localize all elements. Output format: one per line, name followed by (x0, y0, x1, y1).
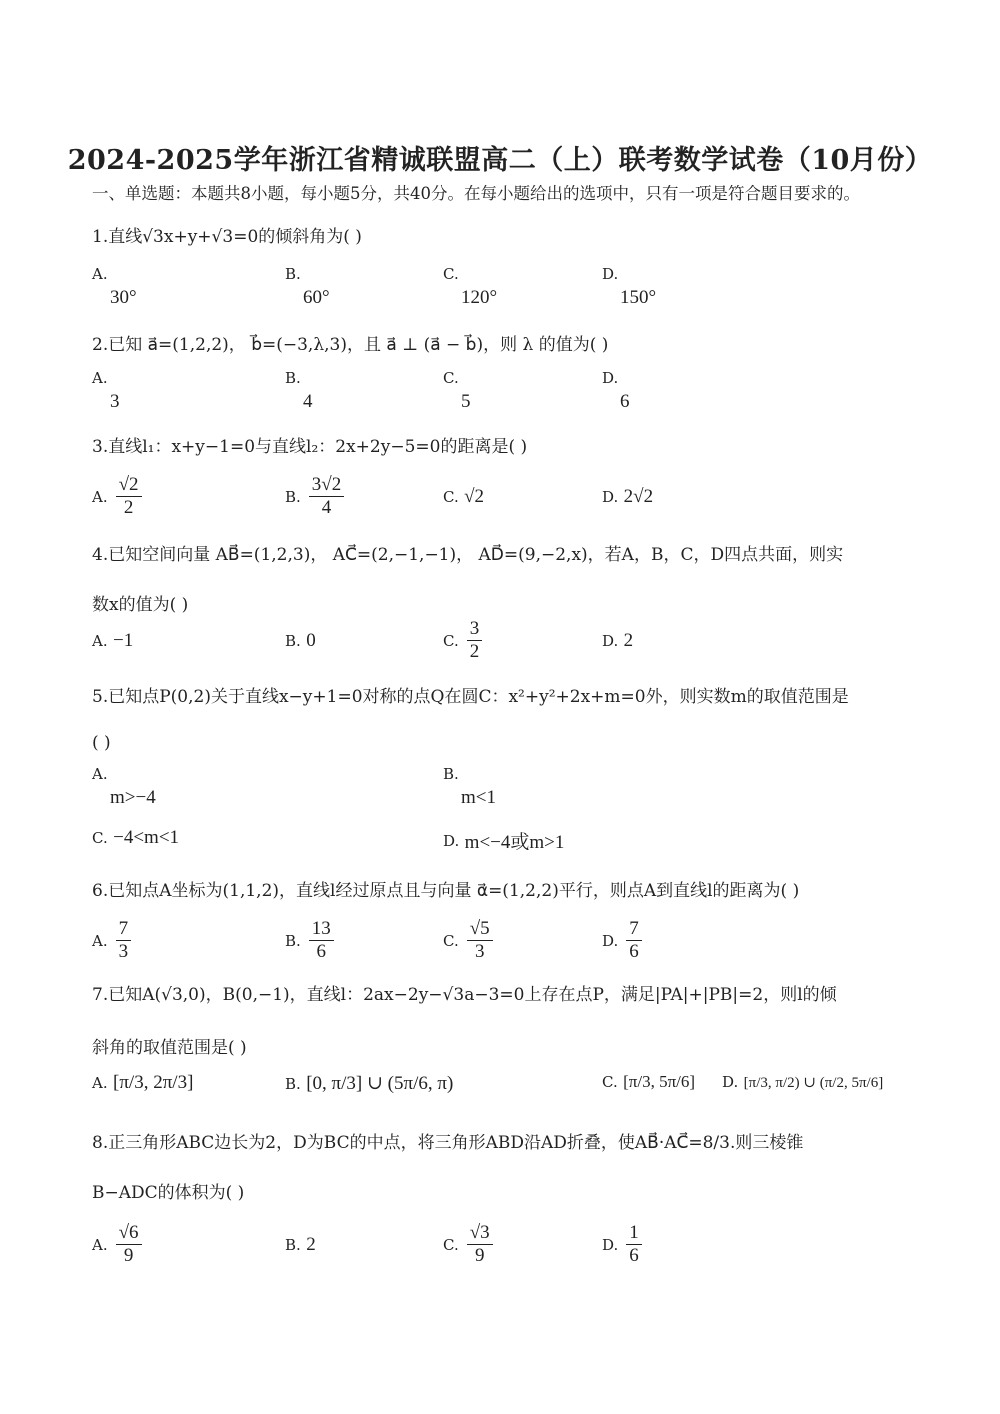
question-7-options (0, 1072, 1000, 1132)
option-a: A. $\frac{7}{3}$ (92, 918, 131, 963)
option-a: A. $\frac{√6}{9}$ (92, 1222, 142, 1267)
option-a: A. [π/3, 2π/3] (92, 1072, 194, 1093)
question-2-stem: 2.已知 a⃗=(1,2,2)， b⃗=(−3,λ,3)，且 a⃗ ⊥ (a⃗ − b⃗)，则 λ 的值为( ) (92, 335, 609, 355)
option-d: D. 150° (602, 265, 657, 308)
option-b: B. 0 (285, 630, 316, 651)
exam-title: 2024-2025学年浙江省精诚联盟高二（上）联考数学试卷（10月份） (67, 145, 933, 176)
option-b: B. 4 (285, 369, 313, 412)
question-6-stem: 6.已知点A坐标为(1,1,2)，直线l经过原点且与向量 α⃗=(1,2,2)平行，则点A到直线l的距离为( ) (92, 881, 800, 901)
option-c: C. −4<m<1 (92, 827, 180, 848)
option-c: C. $\frac{3}{2}$ (443, 618, 482, 663)
option-d: D. 6 (602, 369, 630, 412)
option-c: C. [π/3, 5π/6] (602, 1072, 696, 1091)
option-a: A. m>−4 (92, 765, 156, 808)
option-a: A. $\frac{√2}{2}$ (92, 474, 142, 519)
option-c: C. 5 (443, 369, 471, 412)
option-a: A. 30° (92, 265, 137, 308)
option-d: D. $\frac{1}{6}$ (602, 1222, 642, 1267)
question-1-stem: 1.直线√3x+y+√3=0的倾斜角为( ) (92, 227, 362, 247)
question-7-stem-continued: 斜角的取值范围是( ) (92, 1038, 247, 1058)
question-4-options (0, 618, 1000, 678)
option-b: B. m<1 (443, 765, 496, 808)
option-d: D. m<−4或m>1 (443, 831, 565, 853)
question-8-stem-continued: B−ADC的体积为( ) (92, 1183, 245, 1203)
option-b: B. $\frac{13}{6}$ (285, 918, 334, 963)
option-a: A. −1 (92, 630, 134, 651)
option-c: C. 120° (443, 265, 498, 308)
option-c: C. √2 (443, 486, 485, 507)
question-8-stem: 8.正三角形ABC边长为2，D为BC的中点，将三角形ABD沿AD折叠，使AB⃗·AC⃗=8/3.则三棱锥 (92, 1133, 804, 1153)
option-d: D. 2 (602, 630, 634, 651)
option-c: C. $\frac{√3}{9}$ (443, 1222, 493, 1267)
question-5-stem: 5.已知点P(0,2)关于直线x−y+1=0对称的点Q在圆C：x²+y²+2x+m=0外，则实数m的取值范围是 (92, 687, 849, 707)
option-b: B. [0, π/3] ∪ (5π/6, π) (285, 1073, 454, 1094)
option-d: D. $\frac{7}{6}$ (602, 918, 642, 963)
question-5-options-row2 (0, 824, 1000, 884)
question-1-options (0, 262, 1000, 322)
question-5-stem-continued: ( ) (92, 733, 111, 753)
question-3-options (0, 474, 1000, 534)
option-a: A. 3 (92, 369, 120, 412)
question-4-stem-continued: 数x的值为( ) (92, 595, 189, 615)
option-d: D. 2√2 (602, 486, 654, 507)
option-c: C. $\frac{√5}{3}$ (443, 918, 493, 963)
question-2-options (0, 366, 1000, 426)
option-b: B. $\frac{3√2}{4}$ (285, 474, 344, 519)
question-7-stem: 7.已知A(√3,0)，B(0,−1)，直线l：2ax−2y−√3a−3=0上存在点P，满足|PA|+|PB|=2，则l的倾 (92, 985, 837, 1005)
section-heading: 一、单选题：本题共8小题，每小题5分，共40分。在每小题给出的选项中，只有一项是符合题目要求的。 (92, 184, 860, 203)
option-d: D. [π/3, π/2) ∪ (π/2, 5π/6] (722, 1073, 884, 1091)
question-8-options (0, 1222, 1000, 1282)
option-b: B. 2 (285, 1234, 316, 1255)
option-b: B. 60° (285, 265, 330, 308)
question-4-stem: 4.已知空间向量 AB⃗=(1,2,3)， AC⃗=(2,−1,−1)， AD⃗=(9,−2,x)，若A，B，C，D四点共面，则实 (92, 545, 844, 565)
question-5-options-row1 (0, 762, 1000, 822)
question-6-options (0, 918, 1000, 978)
question-3-stem: 3.直线l₁：x+y−1=0与直线l₂：2x+2y−5=0的距离是( ) (92, 437, 528, 457)
